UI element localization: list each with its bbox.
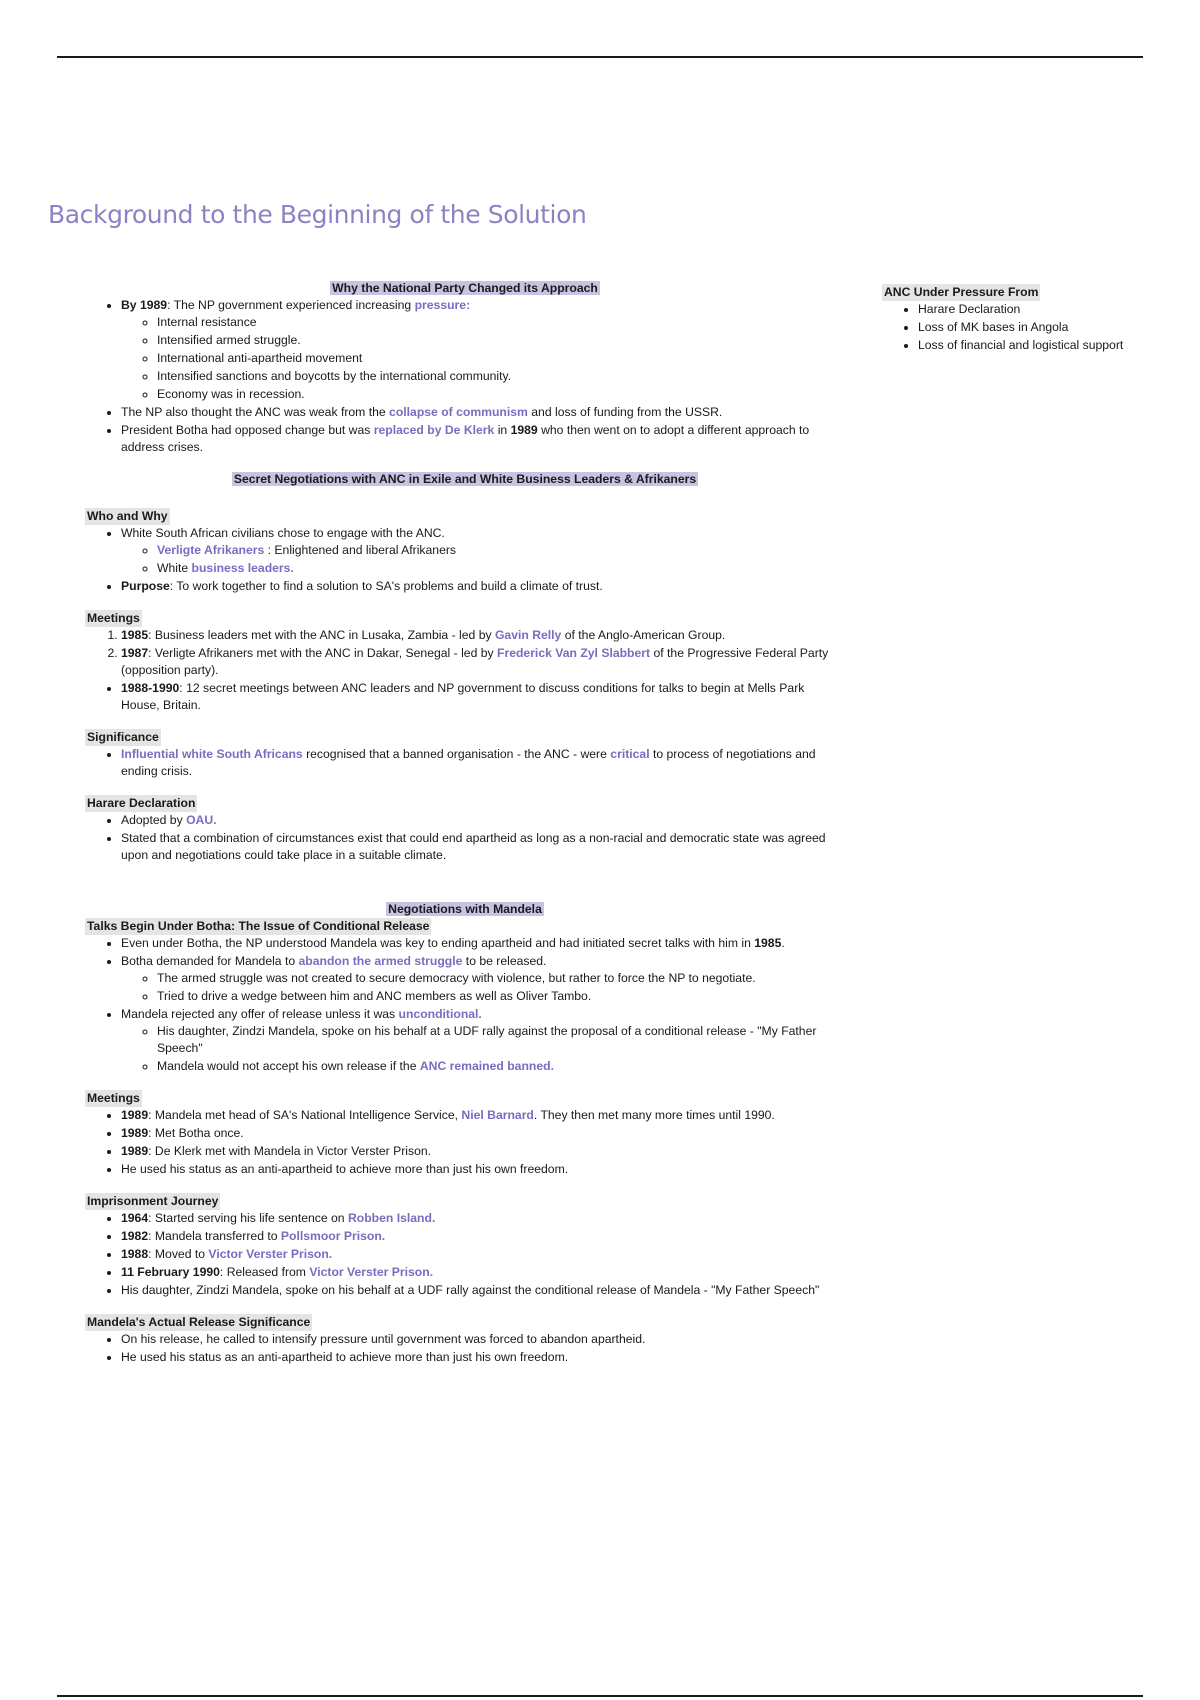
list-item: • 1982: Mandela transferred to Pollsmoor Prison. (121, 1228, 845, 1245)
list-item: • He used his status as an anti-apartheid to achieve more than just his own freedom. (121, 1161, 845, 1178)
list-item: • Adopted by OAU. (121, 812, 845, 829)
list-item: ◦ White business leaders. (157, 560, 845, 577)
keyword-link: Niel Barnard (461, 1108, 534, 1122)
list-item: ◦ The armed struggle was not created to secure democracy with violence, but rather to force the NP to negotiate. (157, 970, 845, 987)
list-item: • Stated that a combination of circumstances exist that could end apartheid as long as a non-racial and democratic state was agreed upon and negotiations could take place in a suitable climate. (121, 830, 845, 864)
meetings-ordered-list (85, 627, 845, 679)
keyword-link: abandon the armed struggle (298, 954, 463, 968)
keyword-link: business leaders. (191, 561, 294, 575)
bottom-rule (57, 1695, 1143, 1697)
list-item: • Purpose: To work together to find a solution to SA's problems and build a climate of trust. (121, 578, 845, 595)
release-significance-list (85, 1331, 845, 1366)
list-item: • 1989: Mandela met head of SA's National Intelligence Service, Niel Barnard. They then met many more times until 1990. (121, 1107, 845, 1124)
subheading-talks: Talks Begin Under Botha: The Issue of Conditional Release (87, 919, 430, 933)
subheading-significance: Significance (87, 730, 159, 744)
list-item: ◦ His daughter, Zindzi Mandela, spoke on his behalf at a UDF rally against the proposal of a conditional release - "My Father Speech" (157, 1023, 845, 1057)
keyword-link: collapse of communism (389, 405, 528, 419)
sidebar-heading: ANC Under Pressure From (884, 285, 1039, 299)
sidebar-column (882, 284, 1182, 355)
pressure-sublist (121, 314, 845, 403)
keyword-link: replaced by De Klerk (373, 423, 495, 437)
section-heading-secret: Secret Negotiations with ANC in Exile and White Business Leaders & Afrikaners (233, 472, 697, 486)
subheading-harare: Harare Declaration (87, 796, 196, 810)
main-column (85, 280, 845, 1367)
list-item: • Influential white South Africans recognised that a banned organisation - the ANC - were critical to process of negotiations and ending crisis. (121, 746, 845, 780)
list-item: • 1989: De Klerk met with Mandela in Victor Verster Prison. (121, 1143, 845, 1160)
list-item: • 1988: Moved to Victor Verster Prison. (121, 1246, 845, 1263)
page-title: Background to the Beginning of the Solution (48, 200, 587, 229)
list-item: ◦ Intensified armed struggle. (157, 332, 845, 349)
list-item: • Harare Declaration (918, 301, 1182, 318)
keyword-link: Verligte Afrikaners (157, 543, 265, 557)
list-item: • Mandela rejected any offer of release unless it was unconditional. ◦ His daughter, Zindzi Mandela, spoke on his behalf at a UDF rally against the proposal of a conditional release - "My Father Speech" ◦ Mandela would not accept his own release if the ANC remained banned. (121, 1006, 845, 1075)
list-item: • Even under Botha, the NP understood Mandela was key to ending apartheid and had initiated secret talks with him in 1985. (121, 935, 845, 952)
subheading-meetings: Meetings (87, 611, 140, 625)
keyword-link: Victor Verster Prison. (309, 1265, 434, 1279)
list-item: ◦ Economy was in recession. (157, 386, 845, 403)
list-item: ◦ Mandela would not accept his own release if the ANC remained banned. (157, 1058, 845, 1075)
keyword-link: Gavin Relly (494, 628, 562, 642)
list-item: ◦ Internal resistance (157, 314, 845, 331)
subheading-mandela-meetings: Meetings (87, 1091, 140, 1105)
harare-list (85, 812, 845, 864)
list-item: • 1988-1990: 12 secret meetings between ANC leaders and NP government to discuss conditions for talks to begin at Mells Park House, Britain. (121, 680, 845, 714)
keyword-link: Influential white South Africans (121, 747, 303, 761)
list-item: • His daughter, Zindzi Mandela, spoke on his behalf at a UDF rally against the conditional release of Mandela - "My Father Speech" (121, 1282, 845, 1299)
list-item: ◦ Tried to drive a wedge between him and ANC members as well as Oliver Tambo. (157, 988, 845, 1005)
keyword-link: unconditional. (398, 1007, 482, 1021)
keyword-link: Pollsmoor Prison. (280, 1229, 386, 1243)
imprisonment-list (85, 1210, 845, 1299)
keyword-link: OAU. (186, 813, 217, 827)
list-item: • Loss of MK bases in Angola (918, 319, 1182, 336)
section-heading-mandela: Negotiations with Mandela (388, 902, 542, 916)
subheading-imprisonment: Imprisonment Journey (87, 1194, 219, 1208)
mandela-meetings-list (85, 1107, 845, 1178)
list-item: • On his release, he called to intensify pressure until government was forced to abandon apartheid. (121, 1331, 845, 1348)
keyword-link: critical (610, 747, 650, 761)
section-heading-why-np: Why the National Party Changed its Approach (332, 281, 598, 295)
talks-list (85, 935, 845, 1075)
list-item: ◦ Verligte Afrikaners : Enlightened and liberal Afrikaners (157, 542, 845, 559)
list-item: • 1989: Met Botha once. (121, 1125, 845, 1142)
list-item: 1. 1985: Business leaders met with the ANC in Lusaka, Zambia - led by Gavin Relly of the Anglo-American Group. (121, 627, 845, 644)
keyword-link: Victor Verster Prison. (208, 1247, 333, 1261)
list-item: • 11 February 1990: Released from Victor Verster Prison. (121, 1264, 845, 1281)
subheading-who-why: Who and Why (87, 509, 168, 523)
keyword-link: pressure: (414, 298, 471, 312)
keyword-link: ANC remained banned. (419, 1059, 554, 1073)
list-item: • The NP also thought the ANC was weak from the collapse of communism and loss of funding from the USSR. (121, 404, 845, 421)
list-item: • Botha demanded for Mandela to abandon the armed struggle to be released. ◦ The armed struggle was not created to secure democracy with violence, but rather to force the NP to negotiate. ◦ Tried to drive a wedge between him and ANC members as well as Oliver Tambo. (121, 953, 845, 1005)
list-item: • Loss of financial and logistical support (918, 337, 1182, 354)
sidebar-list (882, 301, 1182, 354)
subheading-release-significance: Mandela's Actual Release Significance (87, 1315, 311, 1329)
list-item: • President Botha had opposed change but was replaced by De Klerk in 1989 who then went on to adopt a different approach to address crises. (121, 422, 845, 456)
meetings-list (85, 680, 845, 714)
list-item: • White South African civilians chose to engage with the ANC. ◦ Verligte Afrikaners : Enlightened and liberal Afrikaners ◦ White business leaders. (121, 525, 845, 577)
keyword-link: Frederick Van Zyl Slabbert (497, 646, 651, 660)
keyword-link: Robben Island. (347, 1211, 436, 1225)
list-item: • 1964: Started serving his life sentence on Robben Island. (121, 1210, 845, 1227)
why-np-list (85, 297, 845, 456)
list-item: • He used his status as an anti-apartheid to achieve more than just his own freedom. (121, 1349, 845, 1366)
list-item: • By 1989: The NP government experienced increasing pressure: ◦ Internal resistance ◦ Intensified armed struggle. ◦ International anti-apartheid movement ◦ Intensified sanctions and boycotts by the international community. ◦ Economy was in recession. (121, 297, 845, 403)
list-item: ◦ International anti-apartheid movement (157, 350, 845, 367)
top-rule (57, 56, 1143, 58)
significance-list (85, 746, 845, 780)
list-item: ◦ Intensified sanctions and boycotts by the international community. (157, 368, 845, 385)
who-why-list (85, 525, 845, 595)
list-item: 2. 1987: Verligte Afrikaners met with the ANC in Dakar, Senegal - led by Frederick Van Zyl Slabbert of the Progressive Federal Party (opposition party). (121, 645, 845, 679)
